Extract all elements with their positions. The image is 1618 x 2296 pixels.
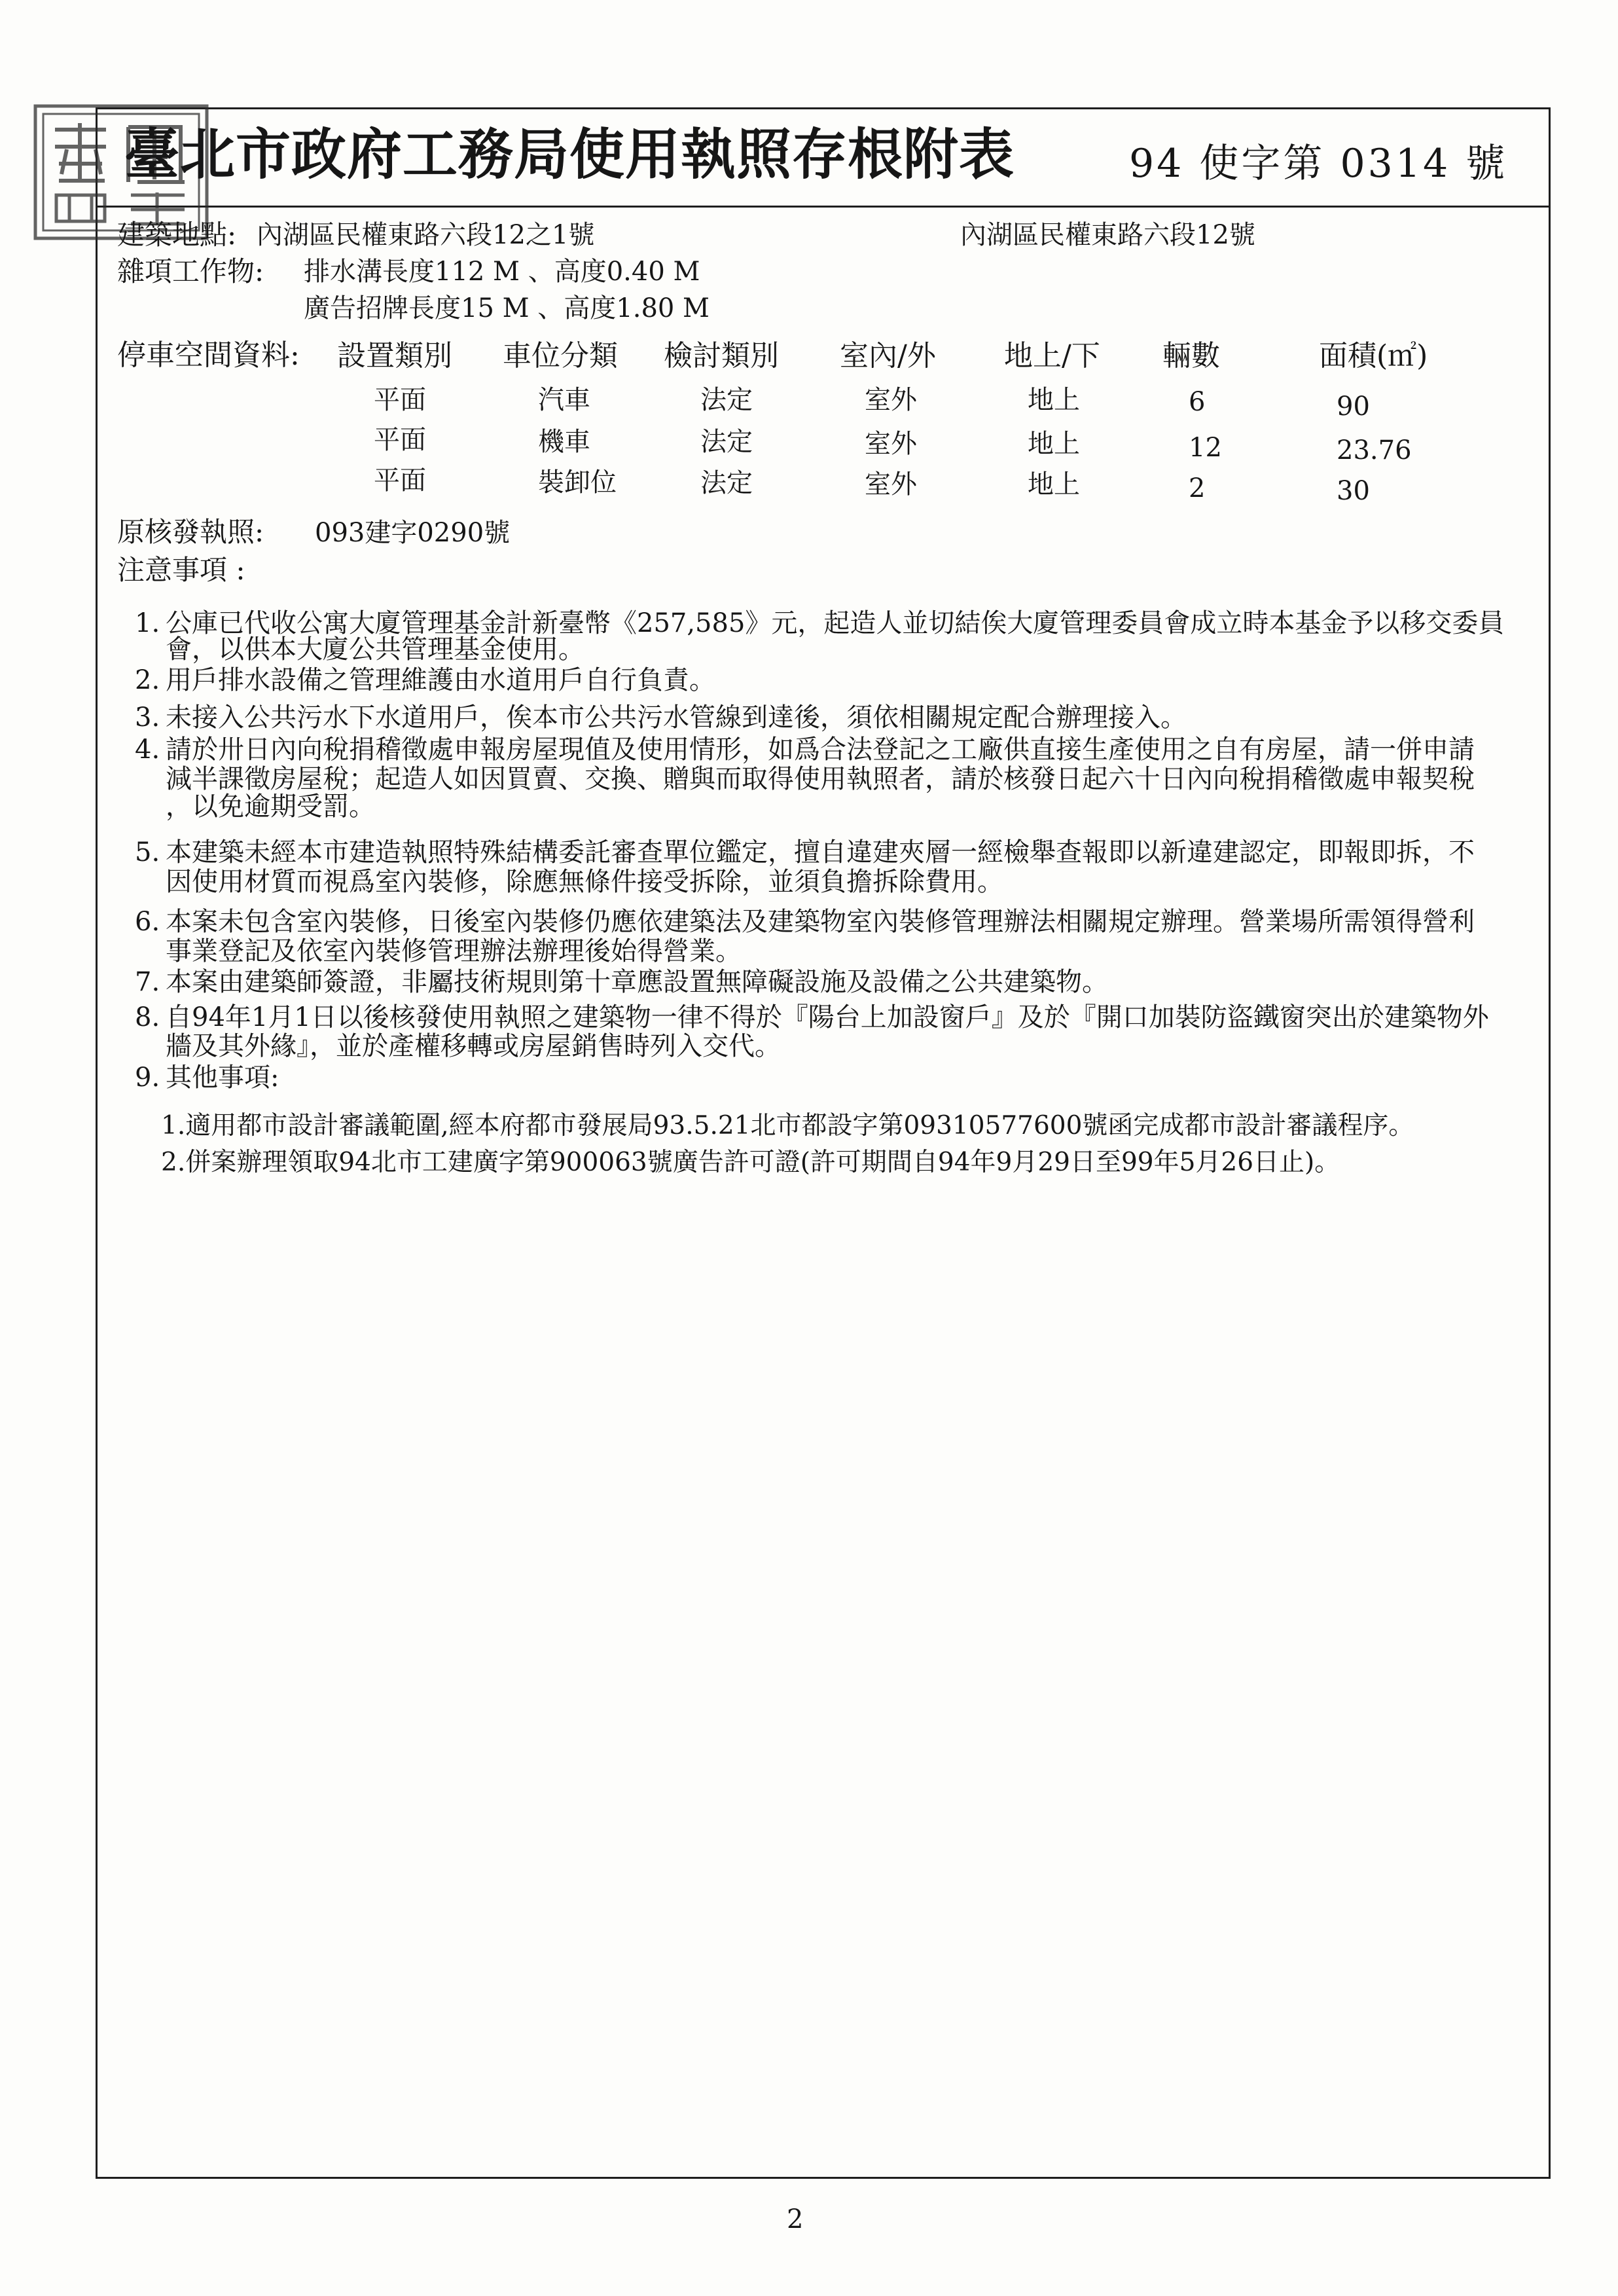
note-line: 事業登記及依室內裝修管理辦法辦理後始得營業。 [166, 936, 742, 966]
other-item: 1.適用都市設計審議範圍,經本府都市發展局93.5.21北市都設字第09310577600號函完成都市設計審議程序。 [161, 1111, 1414, 1140]
parking-column-header: 車位分類 [503, 339, 618, 373]
parking-cell: 平面 [374, 425, 426, 455]
parking-cell: 機車 [538, 427, 590, 457]
parking-cell: 12 [1189, 433, 1222, 463]
note-number: 5. [135, 837, 160, 867]
page-number: 2 [787, 2204, 804, 2234]
parking-cell: 汽車 [538, 385, 590, 415]
parking-cell: 30 [1337, 476, 1370, 506]
parking-cell: 6 [1189, 387, 1206, 417]
note-number: 7. [135, 967, 160, 997]
note-line: 自94年1月1日以後核發使用執照之建築物一律不得於『陽台上加設窗戶』及於『開口加裝防盜鐵窗突出於建築物外 [166, 1002, 1489, 1032]
parking-column-header: 面積(㎡) [1319, 339, 1428, 373]
parking-cell: 23.76 [1337, 435, 1412, 465]
header-divider [96, 206, 1551, 208]
original-license-value: 093建字0290號 [315, 518, 511, 548]
note-line: 會，以供本大廈公共管理基金使用。 [166, 634, 584, 665]
note-number: 4. [135, 735, 160, 765]
misc-works-item: 廣告招牌長度15 M 、高度1.80 M [304, 293, 710, 323]
parking-cell: 室外 [865, 385, 917, 415]
page-border [96, 107, 1551, 2179]
note-number: 3. [135, 702, 160, 733]
site-label: 建築地點: [117, 219, 237, 251]
parking-cell: 90 [1337, 392, 1370, 422]
parking-cell: 2 [1189, 473, 1206, 503]
parking-cell: 平面 [374, 385, 426, 415]
site-address: 內湖區民權東路六段12之1號 [257, 220, 595, 250]
parking-label: 停車空間資料: [117, 338, 300, 372]
note-line: 其他事項: [166, 1063, 279, 1093]
parking-cell: 法定 [700, 385, 753, 415]
parking-cell: 地上 [1028, 469, 1080, 500]
note-line: 公庫已代收公寓大廈管理基金計新臺幣《257,585》元，起造人並切結俟大廈管理委員會成立時本基金予以移交委員 [166, 608, 1505, 638]
note-number: 9. [135, 1063, 160, 1093]
parking-column-header: 地上/下 [1004, 339, 1100, 373]
parking-cell: 法定 [700, 427, 753, 457]
document-title: 臺北市政府工務局使用執照存根附表 [124, 122, 1015, 187]
parking-column-header: 室內/外 [840, 339, 936, 373]
parking-column-header: 檢討類別 [664, 339, 779, 373]
parking-cell: 法定 [700, 468, 753, 498]
note-line: 牆及其外緣』，並於產權移轉或房屋銷售時列入交代。 [166, 1031, 781, 1061]
misc-works-label: 雜項工作物: [117, 255, 264, 287]
site-address-alt: 內湖區民權東路六段12號 [960, 220, 1255, 250]
note-line: 本案由建築師簽證，非屬技術規則第十章應設置無障礙設施及設備之公共建築物。 [166, 967, 1108, 997]
note-line: ，以免逾期受罰。 [166, 792, 375, 822]
parking-cell: 室外 [865, 469, 917, 500]
note-line: 未接入公共污水下水道用戶，俟本市公共污水管線到達後，須依相關規定配合辦理接入。 [166, 702, 1187, 733]
original-license-label: 原核發執照: [117, 516, 264, 548]
note-number: 2. [135, 665, 160, 695]
note-line: 減半課徵房屋稅；起造人如因買賣、交換、贈與而取得使用執照者，請於核發日起六十日內向稅捐稽徵處申報契稅 [166, 764, 1475, 794]
other-item: 2.併案辦理領取94北市工建廣字第900063號廣告許可證(許可期間自94年9月29日至99年5月26日止)。 [161, 1148, 1340, 1177]
parking-cell: 室外 [865, 429, 917, 459]
notes-heading: 注意事項 : [117, 554, 245, 586]
note-number: 6. [135, 907, 160, 937]
note-number: 8. [135, 1002, 160, 1032]
parking-cell: 裝卸位 [538, 467, 617, 498]
parking-cell: 地上 [1028, 429, 1080, 459]
parking-cell: 地上 [1028, 385, 1080, 415]
note-line: 用戶排水設備之管理維護由水道用戶自行負責。 [166, 665, 715, 695]
note-line: 因使用材質而視爲室內裝修，除應無條件接受拆除，並須負擔拆除費用。 [166, 867, 1003, 897]
license-number: 94 使字第 0314 號 [1129, 141, 1508, 187]
note-number: 1. [135, 608, 160, 638]
parking-cell: 平面 [374, 465, 426, 496]
note-line: 請於卅日內向稅捐稽徵處申報房屋現值及使用情形，如爲合法登記之工廠供直接生產使用之自有房屋，請一併申請 [166, 735, 1475, 765]
note-line: 本案未包含室內裝修，日後室內裝修仍應依建築法及建築物室內裝修管理辦法相關規定辦理。營業場所需領得營利 [166, 907, 1475, 937]
misc-works-item: 排水溝長度112 M 、高度0.40 M [304, 257, 700, 287]
note-line: 本建築未經本市建造執照特殊結構委託審查單位鑑定，擅自違建夾層一經檢舉查報即以新違建認定，即報即拆，不 [166, 837, 1475, 867]
parking-column-header: 輛數 [1162, 339, 1220, 373]
parking-column-header: 設置類別 [337, 339, 452, 373]
